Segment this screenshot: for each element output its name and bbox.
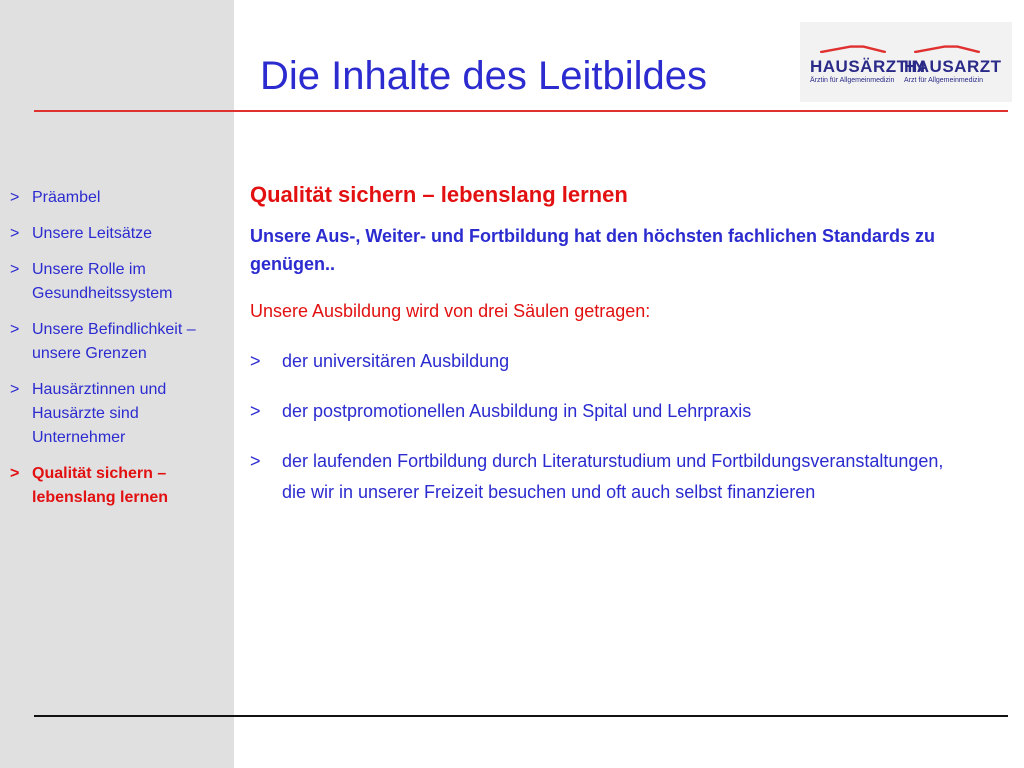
sidebar-item-label: Unsere Leitsätze xyxy=(32,225,153,242)
top-divider xyxy=(34,110,1008,112)
logo xyxy=(800,22,1012,102)
logo-hausarzt: HAUSARZT Arzt für Allgemeinmedizin xyxy=(904,40,1002,85)
list-item xyxy=(250,446,985,508)
bullet-text: der universitären Ausbildung xyxy=(282,351,510,371)
bullet-marker: > xyxy=(10,381,20,398)
sidebar-item-praeambel[interactable] xyxy=(10,186,225,210)
sidebar-item-label: Unsere Befindlichkeit – unsere Grenzen xyxy=(32,321,196,362)
bullet-marker: > xyxy=(10,261,20,278)
roof-icon xyxy=(904,45,990,53)
sidebar-item-label: Präambel xyxy=(32,189,101,206)
roof-icon xyxy=(810,45,896,53)
bullet-text: der postpromotionellen Ausbildung in Spital und Lehrpraxis xyxy=(282,401,752,421)
sidebar-item-label: Qualität sichern – lebenslang lernen xyxy=(32,465,169,506)
sidebar-item-unternehmer[interactable] xyxy=(10,378,225,450)
sidebar-item-befindlichkeit[interactable] xyxy=(10,318,225,366)
page-title: Die Inhalte des Leitbildes xyxy=(260,54,707,98)
list-item xyxy=(250,396,985,427)
main-content xyxy=(250,180,985,527)
sidebar-item-rolle[interactable] xyxy=(10,258,225,306)
bottom-divider xyxy=(34,715,1008,717)
bullet-marker: > xyxy=(10,189,20,206)
sidebar-item-label: Unsere Rolle im Gesundheitssystem xyxy=(32,261,173,302)
bullet-marker: > xyxy=(250,351,261,371)
bullet-marker: > xyxy=(10,225,20,242)
logo-hausaerztin: HAUSÄRZTIN Ärztin für Allgemeinmedizin xyxy=(810,40,926,85)
bullet-marker: > xyxy=(250,401,261,421)
bullet-text: der laufenden Fortbildung durch Literaturstudium und Fortbildungsveranstaltungen, die wir in unserer Freizeit besuchen und oft auch selbst finanzieren xyxy=(282,451,944,502)
sidebar-item-leitsaetze[interactable] xyxy=(10,222,225,246)
intro-paragraph: Unsere Ausbildung wird von drei Säulen getragen: xyxy=(250,301,651,321)
list-item xyxy=(250,346,985,377)
lead-paragraph: Unsere Aus-, Weiter- und Fortbildung hat den höchsten fachlichen Standards zu genügen.. xyxy=(250,226,936,274)
bullet-marker: > xyxy=(10,321,20,338)
sidebar-item-label: Hausärztinnen und Hausärzte sind Unternehmer xyxy=(32,381,167,446)
sidebar xyxy=(0,0,234,768)
sidebar-item-qualitaet[interactable] xyxy=(10,462,225,510)
bullet-marker: > xyxy=(10,465,20,482)
sidebar-nav xyxy=(10,186,225,522)
bullet-marker: > xyxy=(250,451,261,471)
section-heading: Qualität sichern – lebenslang lernen xyxy=(250,182,628,207)
bullet-list xyxy=(250,346,985,508)
